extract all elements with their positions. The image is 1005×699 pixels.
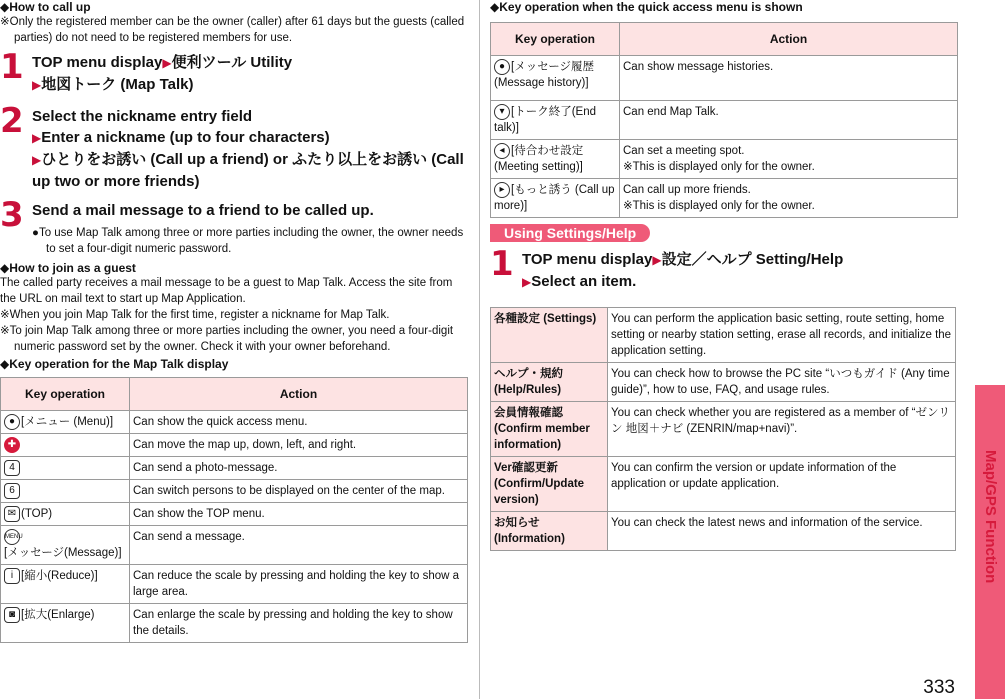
key-label: [待合わせ設定 (Meeting setting)] xyxy=(494,145,584,174)
action-cell: Can move the map up, down, left, and right. xyxy=(130,434,468,457)
action-cell: Can call up more friends. xyxy=(623,184,751,197)
setting-desc: You can check the latest news and information of the service. xyxy=(608,512,956,551)
key-label: [メッセージ(Message)] xyxy=(4,547,122,560)
map-talk-key-table xyxy=(0,377,468,643)
setting-label: ヘルプ・規約 (Help/Rules) xyxy=(491,363,608,402)
setting-label: 各種設定 (Settings) xyxy=(491,308,608,363)
setting-desc: You can check how to browse the PC site “いつもガイド (Any time guide)”, how to use, FAQ, and usage rules. xyxy=(608,363,956,402)
menu-key-icon: ● xyxy=(4,414,20,430)
table-row xyxy=(491,457,956,512)
right-key-icon: ▸ xyxy=(494,182,510,198)
setting-label: お知らせ (Information) xyxy=(491,512,608,551)
settings-table xyxy=(490,307,956,551)
action-note: ※This is displayed only for the owner. xyxy=(623,161,815,174)
key-label: (TOP) xyxy=(21,508,53,521)
table-row xyxy=(491,512,956,551)
table-row xyxy=(491,140,958,179)
table-row xyxy=(1,411,468,434)
table-row xyxy=(1,503,468,526)
table-row xyxy=(1,565,468,604)
action-cell: Can show the TOP menu. xyxy=(130,503,468,526)
settings-banner-wrap xyxy=(490,224,960,243)
join-note: ※To join Map Talk among three or more parties including the owner, you need a four-digit numeric password set by the owner. Check it with your owner beforehand. xyxy=(0,325,454,353)
arrow-icon: ▶ xyxy=(162,56,172,70)
center-key-icon: ● xyxy=(494,59,510,75)
step-bullet: ●To use Map Talk among three or more parties including the owner, the owner needs to set a four-digit numeric password. xyxy=(32,227,464,255)
key-label: [拡大(Enlarge) xyxy=(21,609,95,622)
step-number: 2 xyxy=(0,101,24,141)
setting-desc: You can confirm the version or update information of the application or update application. xyxy=(608,457,956,512)
step-2 xyxy=(0,101,470,192)
i-key-icon: i xyxy=(4,568,20,584)
step-text: Send a mail message to a friend to be called up. xyxy=(32,202,374,219)
table-row xyxy=(1,526,468,565)
table-row xyxy=(491,56,958,101)
step-text: Enter a nickname (up to four characters) xyxy=(41,129,330,146)
key-label: [メニュー (Menu)] xyxy=(21,416,114,429)
step-text: 便利ツール Utility xyxy=(171,54,293,71)
chapter-label: Map/GPS Function xyxy=(982,450,999,584)
arrow-icon: ▶ xyxy=(32,78,42,92)
callup-note: ※Only the registered member can be the owner (caller) after 61 days but the guests (called parties) do not need to be registered members for use. xyxy=(0,16,465,44)
table-header: Action xyxy=(130,378,468,411)
setting-desc: You can check whether you are registered as a member of “ゼンリン 地図＋ナビ (ZENRIN/map+navi)”. xyxy=(608,402,956,457)
action-cell: Can enlarge the scale by pressing and holding the key to show the details. xyxy=(130,604,468,643)
action-cell: Can show message histories. xyxy=(620,56,958,101)
arrow-icon: ▶ xyxy=(32,153,42,167)
setting-label: Ver確認更新 (Confirm/Update version) xyxy=(491,457,608,512)
action-cell: Can set a meeting spot. xyxy=(623,145,745,158)
callup-heading: ◆How to call up xyxy=(0,0,91,14)
key-label: [メッセージ履歴 (Message history)] xyxy=(494,61,595,90)
mail-key-icon: ✉ xyxy=(4,506,20,522)
table-row xyxy=(1,457,468,480)
setting-desc: You can perform the application basic setting, route setting, home setting or nearby station setting, erase all records, and initialize the application setting. xyxy=(608,308,956,363)
step-3 xyxy=(0,195,470,257)
arrow-icon: ▶ xyxy=(32,131,42,145)
menu-softkey-icon: MENU xyxy=(4,529,20,545)
keyop-heading: ◆Key operation for the Map Talk display xyxy=(0,357,229,371)
left-key-icon: ◂ xyxy=(494,143,510,159)
table-header: Key operation xyxy=(491,23,620,56)
step-text: ひとりをお誘い (Call up a friend) or ふたり以上をお誘い (Call up two or more friends) xyxy=(32,151,464,190)
navigation-key-icon: ✚ xyxy=(4,437,20,453)
settings-step-1 xyxy=(490,244,960,293)
table-header: Action xyxy=(620,23,958,56)
arrow-icon: ▶ xyxy=(652,253,662,268)
join-note: ※When you join Map Talk for the first time, register a nickname for Map Talk. xyxy=(0,309,390,321)
quick-menu-heading: ◆Key operation when the quick access menu is shown xyxy=(490,0,803,14)
quick-menu-table xyxy=(490,22,958,218)
action-cell: Can switch persons to be displayed on the center of the map. xyxy=(130,480,468,503)
table-row xyxy=(491,101,958,140)
key-label: [もっと誘う (Call up more)] xyxy=(494,184,615,213)
step-number: 1 xyxy=(0,47,24,87)
action-note: ※This is displayed only for the owner. xyxy=(623,200,815,213)
table-header: Key operation xyxy=(1,378,130,411)
key-6-icon: 6 xyxy=(4,483,20,499)
join-heading: ◆How to join as a guest xyxy=(0,261,136,275)
down-key-icon: ▾ xyxy=(494,104,510,120)
step-text: TOP menu display xyxy=(32,54,163,71)
action-cell: Can send a photo-message. xyxy=(130,457,468,480)
action-cell: Can reduce the scale by pressing and holding the key to show a large area. xyxy=(130,565,468,604)
step-text: TOP menu display xyxy=(522,251,653,269)
step-text: 設定／ヘルプ Setting/Help xyxy=(661,251,844,269)
table-row xyxy=(1,434,468,457)
step-1 xyxy=(0,47,470,96)
step-number: 1 xyxy=(490,244,514,285)
right-column xyxy=(490,0,960,551)
key-label: [トーク終了(End talk)] xyxy=(494,106,596,135)
setting-label: 会員情報確認 (Confirm member information) xyxy=(491,402,608,457)
action-cell: Can show the quick access menu. xyxy=(130,411,468,434)
table-row xyxy=(491,363,956,402)
step-number: 3 xyxy=(0,195,24,235)
action-cell: Can end Map Talk. xyxy=(620,101,958,140)
table-row xyxy=(491,179,958,218)
table-row xyxy=(1,604,468,643)
camera-key-icon: ◙ xyxy=(4,607,20,623)
table-row xyxy=(491,402,956,457)
step-text: 地図トーク (Map Talk) xyxy=(41,76,194,93)
arrow-icon: ▶ xyxy=(522,275,532,290)
column-divider xyxy=(479,0,480,699)
step-text: Select the nickname entry field xyxy=(32,108,253,125)
settings-banner: Using Settings/Help xyxy=(490,224,650,242)
join-text: The called party receives a mail message to be a guest to Map Talk. Access the site from the URL on mail text to start up Map Application. xyxy=(0,277,453,305)
page-number: 333 xyxy=(923,677,955,698)
step-text: Select an item. xyxy=(531,273,637,291)
key-4-icon: 4 xyxy=(4,460,20,476)
table-row xyxy=(1,480,468,503)
action-cell: Can send a message. xyxy=(130,526,468,565)
left-column xyxy=(0,0,470,643)
table-row xyxy=(491,308,956,363)
key-label: [縮小(Reduce)] xyxy=(21,570,98,583)
